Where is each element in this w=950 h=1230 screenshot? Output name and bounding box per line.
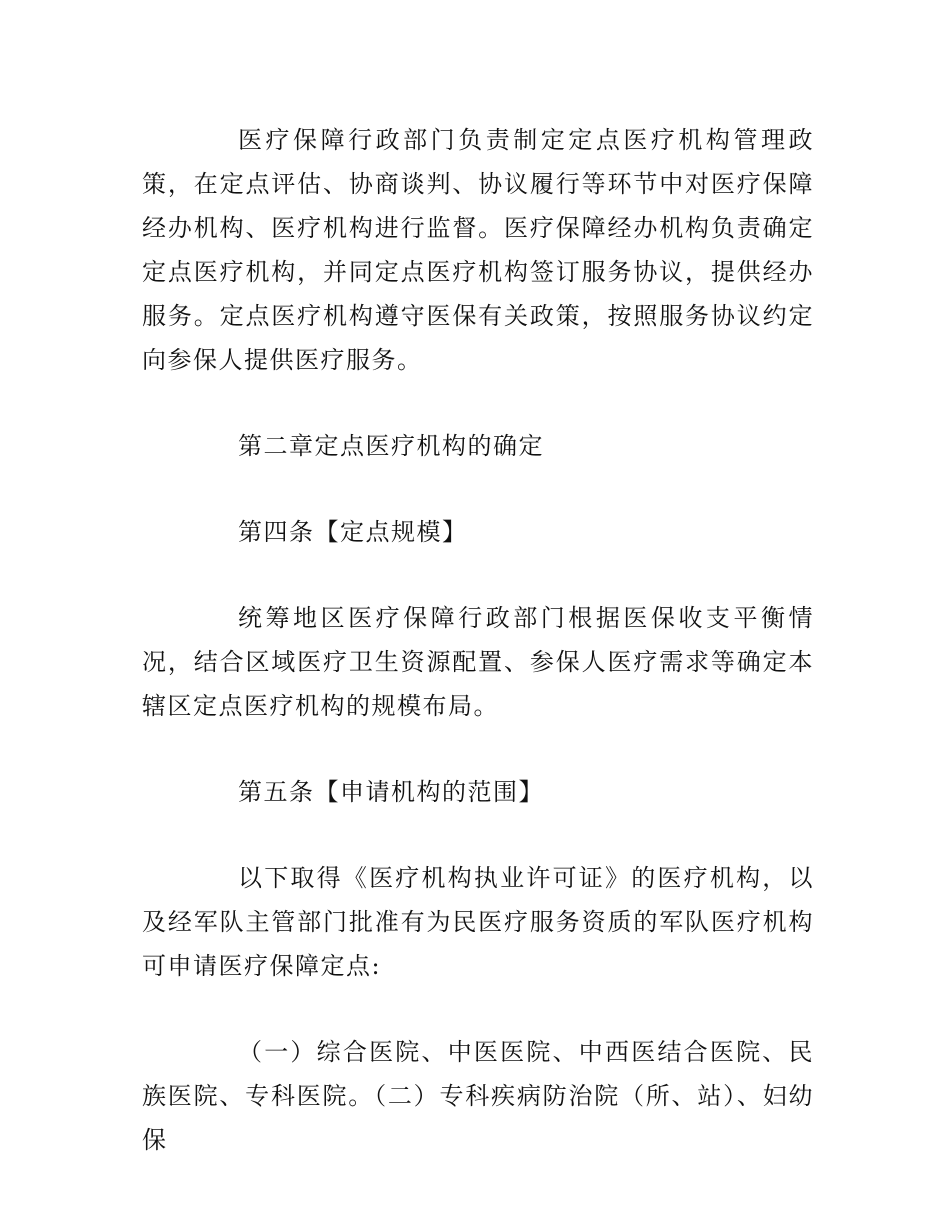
paragraph-designation-scale: 统筹地区医疗保障行政部门根据医保收支平衡情况，结合区域医疗卫生资源配置、参保人医疗需求等确定本辖区定点医疗机构的规模布局。 (142, 604, 814, 720)
paragraph-eligible-institutions: 以下取得《医疗机构执业许可证》的医疗机构，以及经军队主管部门批准有为民医疗服务资质的军队医疗机构可申请医疗保障定点: (142, 864, 814, 980)
paragraph-institution-types: （一）综合医院、中医医院、中西医结合医院、民族医院、专科医院。（二）专科疾病防治院（所、站）、妇幼保 (142, 1038, 814, 1154)
paragraph-supervision-duties: 医疗保障行政部门负责制定定点医疗机构管理政策，在定点评估、协商谈判、协议履行等环节中对医疗保障经办机构、医疗机构进行监督。医疗保障经办机构负责确定定点医疗机构，并同定点医疗机构签订服务协议，提供经办服务。定点医疗机构遵守医保有关政策，按照服务协议约定向参保人提供医疗服务。 (142, 126, 814, 374)
article-five-heading: 第五条【申请机构的范围】 (238, 778, 544, 806)
article-four-heading: 第四条【定点规模】 (238, 518, 468, 546)
chapter-two-heading: 第二章定点医疗机构的确定 (238, 432, 544, 460)
document-page (142, 118, 814, 1162)
